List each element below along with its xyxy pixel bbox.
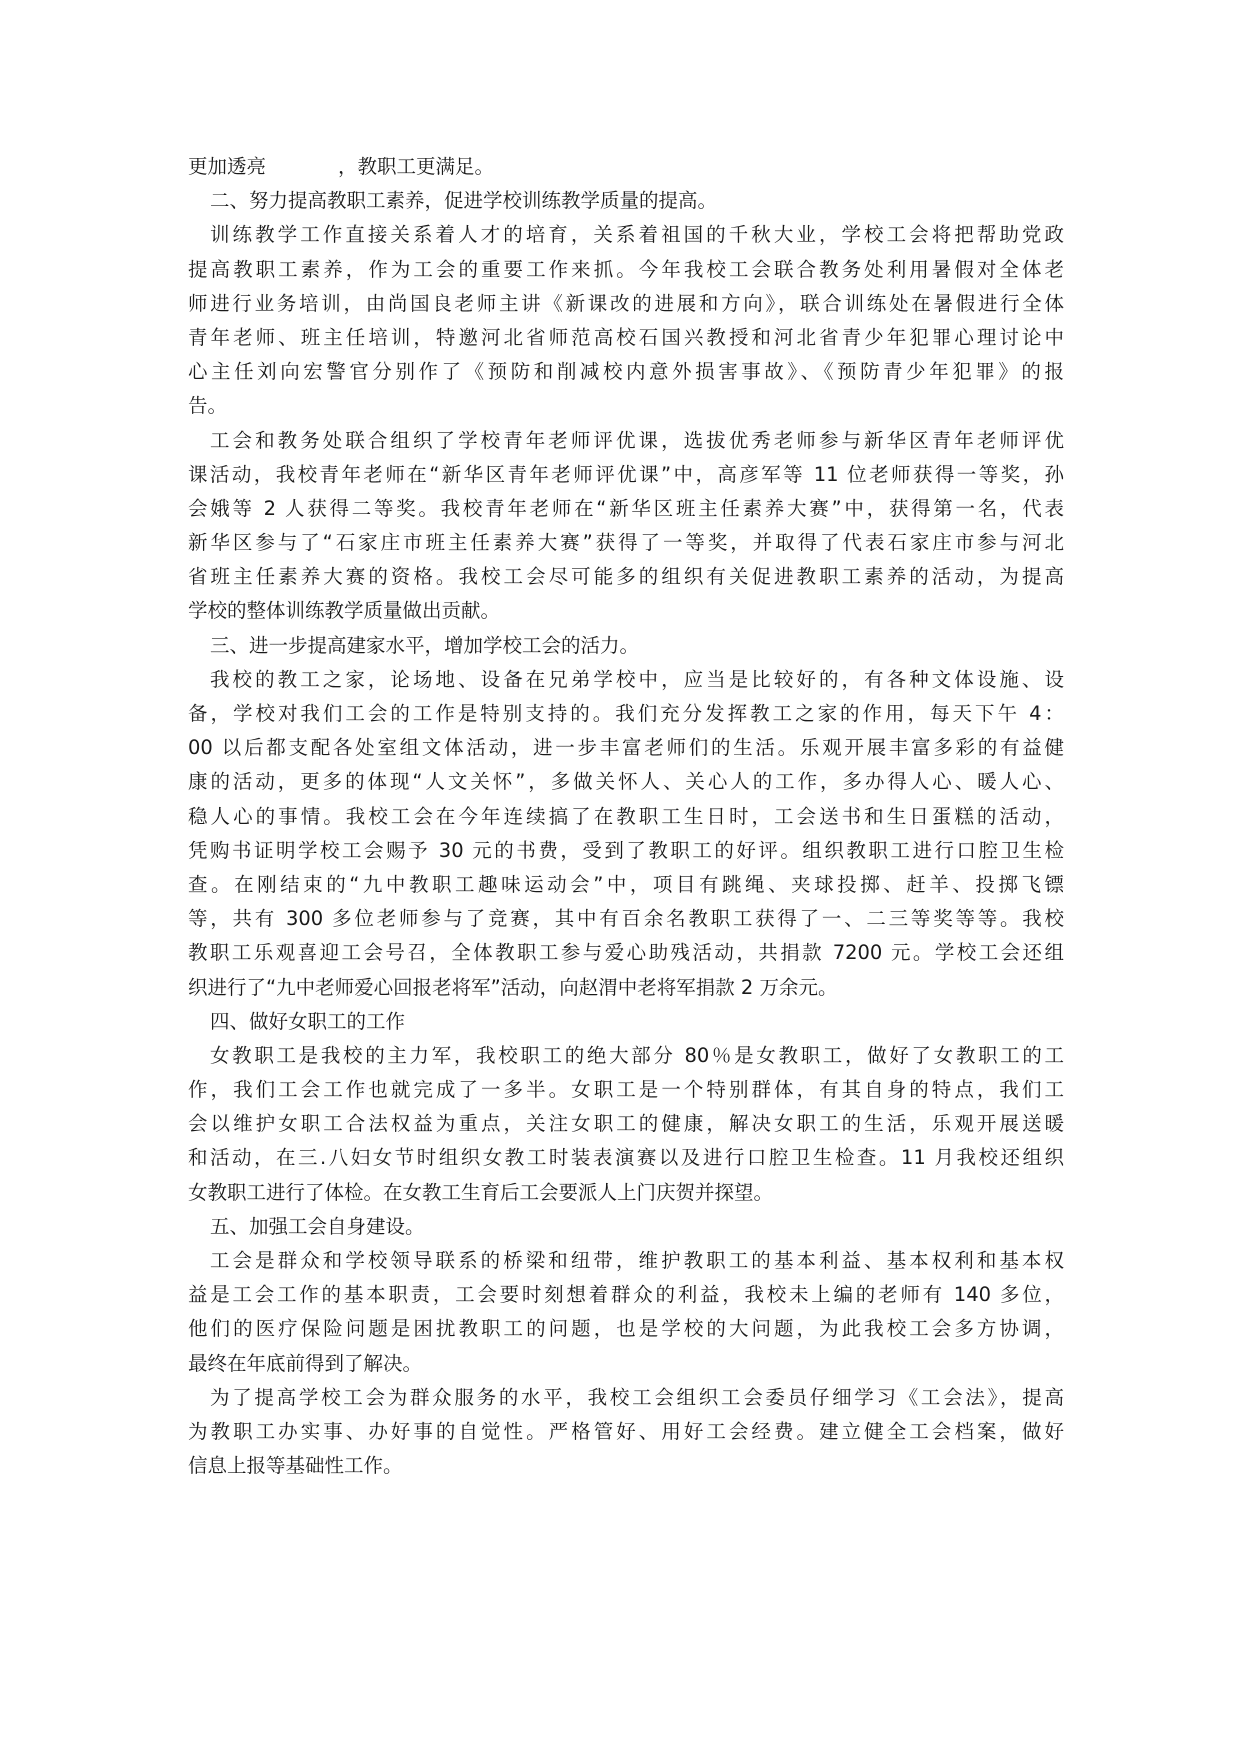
text-line: 信息上报等基础性工作。 [188, 1454, 403, 1478]
text-line: 00 以后都支配各处室组文体活动，进一步丰富老师们的生活。乐观开展丰富多彩的有益健 [188, 736, 1064, 760]
text-line: 益是工会工作的基本职责，工会要时刻想着群众的利益，我校未上编的老师有 140 多位， [188, 1283, 1064, 1307]
text-line: 师进行业务培训，由尚国良老师主讲《新课改的进展和方向》，联合训练处在暑假进行全体 [188, 291, 1064, 315]
text-line: 教职工乐观喜迎工会号召，全体教职工参与爱心助残活动，共捐款 7200 元。学校工会还组 [188, 941, 1064, 965]
text-line: 查。在刚结束的“九中教职工趣味运动会”中，项目有跳绳、夹球投掷、赶羊、投掷飞镖 [188, 872, 1064, 896]
opening-text-part1: 更加透亮 [188, 155, 267, 178]
text-line: 二、努力提高教职工素养，促进学校训练教学质量的提高。 [210, 189, 718, 213]
text-line: 工会和教务处联合组织了学校青年老师评优课，选拔优秀老师参与新华区青年老师评优 [210, 428, 1064, 452]
text-line: 会以维护女职工合法权益为重点，关注女职工的健康，解决女职工的生活，乐观开展送暖 [188, 1112, 1064, 1136]
text-line: 心主任刘向宏警官分别作了《预防和削减校内意外损害事故》、《预防青少年犯罪》的报 [188, 360, 1064, 384]
text-line: 为教职工办实事、办好事的自觉性。严格管好、用好工会经费。建立健全工会档案，做好 [188, 1419, 1064, 1443]
text-line: 四、做好女职工的工作 [210, 1009, 406, 1033]
text-line: 青年老师、班主任培训，特邀河北省师范高校石国兴教授和河北省青少年犯罪心理讨论中 [188, 325, 1064, 349]
text-line: 和活动，在三.八妇女节时组织女教工时装表演赛以及进行口腔卫生检查。11 月我校还组织 [188, 1146, 1064, 1170]
text-line: 会娥等 2 人获得二等奖。我校青年老师在“新华区班主任素养大赛”中，获得第一名，代表 [188, 496, 1064, 520]
text-line: 工会是群众和学校领导联系的桥梁和纽带，维护教职工的基本利益、基本权利和基本权 [210, 1249, 1064, 1272]
text-line: 康的活动，更多的体现“人文关怀”，多做关怀人、关心人的工作，多办得人心、暖人心、 [188, 770, 1064, 794]
text-line: 最终在年底前得到了解决。 [188, 1351, 423, 1375]
text-line: 三、进一步提高建家水平，增加学校工会的活力。 [210, 633, 640, 657]
text-line: 提高教职工素养，作为工会的重要工作来抓。今年我校工会联合教务处利用暑假对全体老 [188, 257, 1064, 281]
text-line: 织进行了“九中老师爱心回报老将军”活动，向赵渭中老将军捐款 2 万余元。 [188, 975, 838, 999]
document-page [188, 150, 1064, 1483]
text-line: 女教职工是我校的主力军，我校职工的绝大部分 80％是女教职工，做好了女教职工的工 [210, 1043, 1064, 1067]
text-line: 他们的医疗保险问题是困扰教职工的问题，也是学校的大问题，为此我校工会多方协调， [188, 1317, 1064, 1341]
text-line: 训练教学工作直接关系着人才的培育，关系着祖国的千秋大业，学校工会将把帮助党政 [210, 223, 1064, 247]
text-line: 课活动，我校青年老师在“新华区青年老师评优课”中，高彦军等 11 位老师获得一等奖，孙 [188, 462, 1064, 486]
text-line: 等，共有 300 多位老师参与了竞赛，其中有百余名教职工获得了一、二三等奖等等。我校 [188, 907, 1064, 931]
text-line: 五、加强工会自身建设。 [210, 1214, 425, 1238]
text-line: 备，学校对我们工会的工作是特别支持的。我们充分发挥教工之家的作用，每天下午 4： [188, 702, 1064, 725]
text-line: 作，我们工会工作也就完成了一多半。女职工是一个特别群体，有其自身的特点，我们工 [188, 1078, 1064, 1102]
text-line: 省班主任素养大赛的资格。我校工会尽可能多的组织有关促进教职工素养的活动，为提高 [188, 565, 1064, 589]
text-line: 告。 [188, 394, 228, 418]
opening-line [188, 150, 1064, 184]
text-line: 学校的整体训练教学质量做出贡献。 [188, 599, 501, 623]
text-line: 为了提高学校工会为群众服务的水平，我校工会组织工会委员仔细学习《工会法》，提高 [210, 1385, 1064, 1409]
document-body [188, 184, 1064, 1483]
text-line: 凭购书证明学校工会赐予 30 元的书费，受到了教职工的好评。组织教职工进行口腔卫生检 [188, 838, 1064, 862]
text-line: 稳人心的事情。我校工会在今年连续搞了在教职工生日时，工会送书和生日蛋糕的活动， [188, 804, 1064, 828]
opening-text-part2: ，教职工更满足。 [338, 155, 495, 178]
text-line: 新华区参与了“石家庄市班主任素养大赛”获得了一等奖，并取得了代表石家庄市参与河北 [188, 531, 1064, 555]
text-line: 我校的教工之家，论场地、设备在兄弟学校中，应当是比较好的，有各种文体设施、设 [210, 667, 1064, 691]
text-line: 女教职工进行了体检。在女教工生育后工会要派人上门庆贺并探望。 [188, 1180, 774, 1204]
